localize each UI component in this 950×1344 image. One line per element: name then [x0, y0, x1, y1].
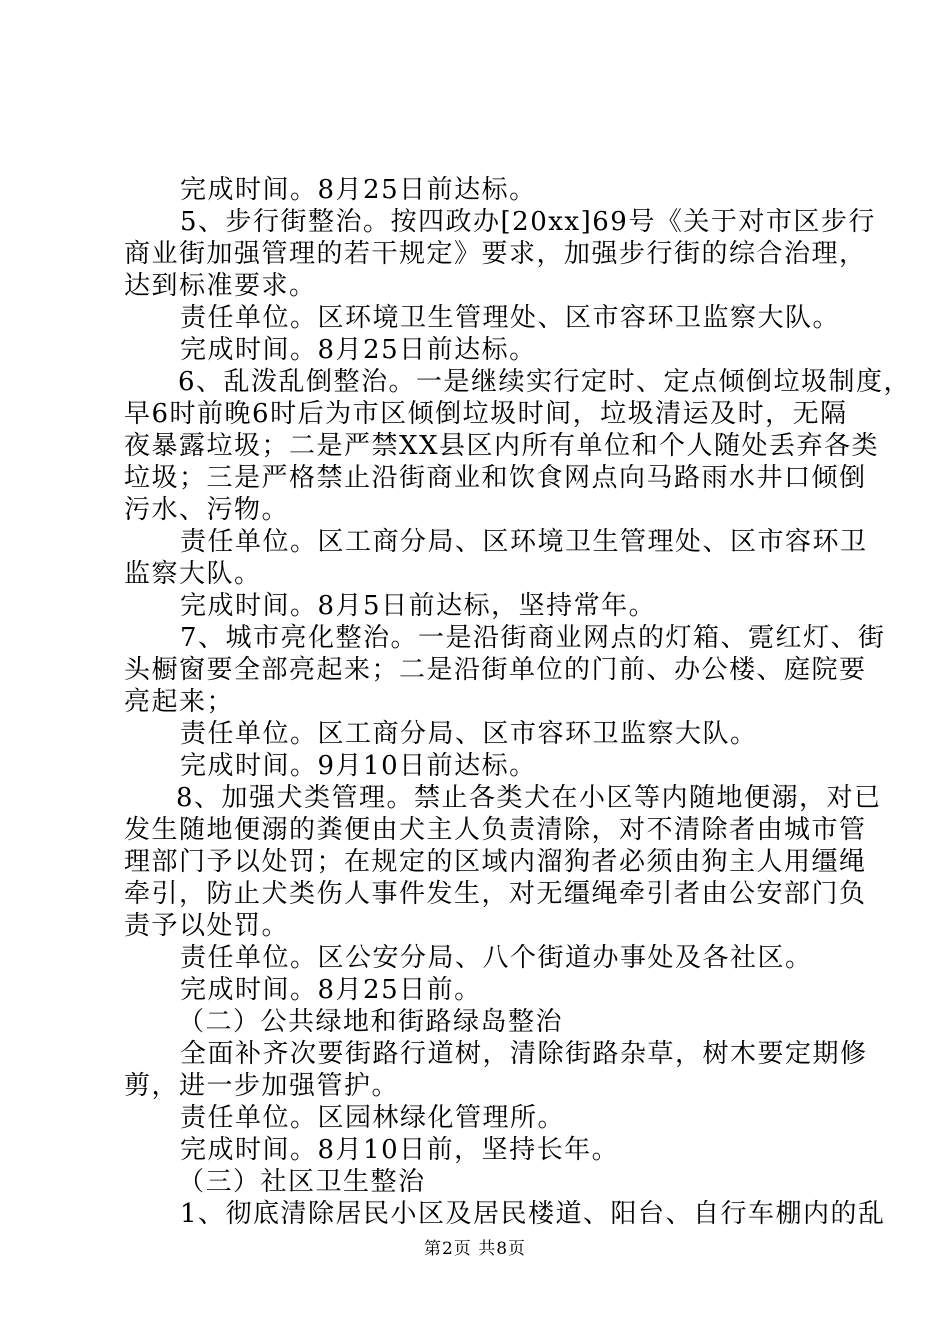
text-line: 亮起来；: [124, 687, 235, 717]
text-line: 夜暴露垃圾；二是严禁XX县区内所有单位和个人随处丢弃各类: [124, 431, 880, 461]
text-line: 责任单位。区工商分局、区环境卫生管理处、区市容环卫: [180, 527, 868, 557]
text-line: 责任单位。区工商分局、区市容环卫监察大队。: [180, 719, 758, 749]
text-line: 发生随地便溺的粪便由犬主人负责清除，对不清除者由城市管: [124, 815, 867, 845]
text-line: 监察大队。: [124, 559, 262, 589]
section-heading: （三）社区卫生整治: [178, 1167, 426, 1197]
text-line: 1、彻底清除居民小区及居民楼道、阳台、自行车棚内的乱: [180, 1199, 886, 1229]
text-line: 完成时间。8月25日前达标。: [180, 175, 537, 205]
text-line: 责任单位。区公安分局、八个街道办事处及各社区。: [180, 943, 813, 973]
text-line: 责任单位。区环境卫生管理处、区市容环卫监察大队。: [180, 303, 841, 333]
text-line: 8、加强犬类管理。禁止各类犬在小区等内随地便溺，对已: [176, 783, 882, 813]
section-heading: （二）公共绿地和街路绿岛整治: [178, 1007, 564, 1037]
text-line: 6、乱泼乱倒整治。一是继续实行定时、定点倾倒垃圾制度，: [178, 367, 912, 397]
text-line: 全面补齐次要街路行道树，清除街路杂草，树木要定期修: [180, 1039, 868, 1069]
text-line: 完成时间。9月10日前达标。: [180, 751, 537, 781]
text-line: 达到标准要求。: [124, 271, 317, 301]
text-line: 完成时间。8月10日前，坚持长年。: [180, 1135, 620, 1165]
text-line: 责予以处罚。: [124, 911, 290, 941]
text-line: 早6时前晚6时后为市区倾倒垃圾时间，垃圾清运及时，无隔: [124, 399, 848, 429]
text-line: 头橱窗要全部亮起来；二是沿街单位的门前、办公楼、庭院要: [124, 655, 867, 685]
text-line: 垃圾；三是严格禁止沿街商业和饮食网点向马路雨水井口倾倒: [124, 463, 867, 493]
text-line: 牵引，防止犬类伤人事件发生，对无缰绳牵引者由公安部门负: [124, 879, 867, 909]
text-line: 5、步行街整治。按四政办[20xx]69号《关于对市区步行: [180, 207, 876, 237]
text-line: 完成时间。8月25日前达标。: [180, 335, 537, 365]
text-line: 责任单位。区园林绿化管理所。: [180, 1103, 566, 1133]
text-line: 商业街加强管理的若干规定》要求，加强步行街的综合治理，: [124, 239, 867, 269]
page-footer: 第2页 共8页: [423, 1239, 527, 1259]
text-line: 剪，进一步加强管护。: [124, 1071, 400, 1101]
text-line: 理部门予以处罚；在规定的区域内溜狗者必须由狗主人用缰绳: [124, 847, 867, 877]
text-line: 完成时间。8月25日前。: [180, 975, 482, 1005]
text-line: 完成时间。8月5日前达标，坚持常年。: [180, 591, 657, 621]
text-line: 污水、污物。: [124, 495, 290, 525]
text-line: 7、城市亮化整治。一是沿街商业网点的灯箱、霓红灯、街: [180, 623, 886, 653]
